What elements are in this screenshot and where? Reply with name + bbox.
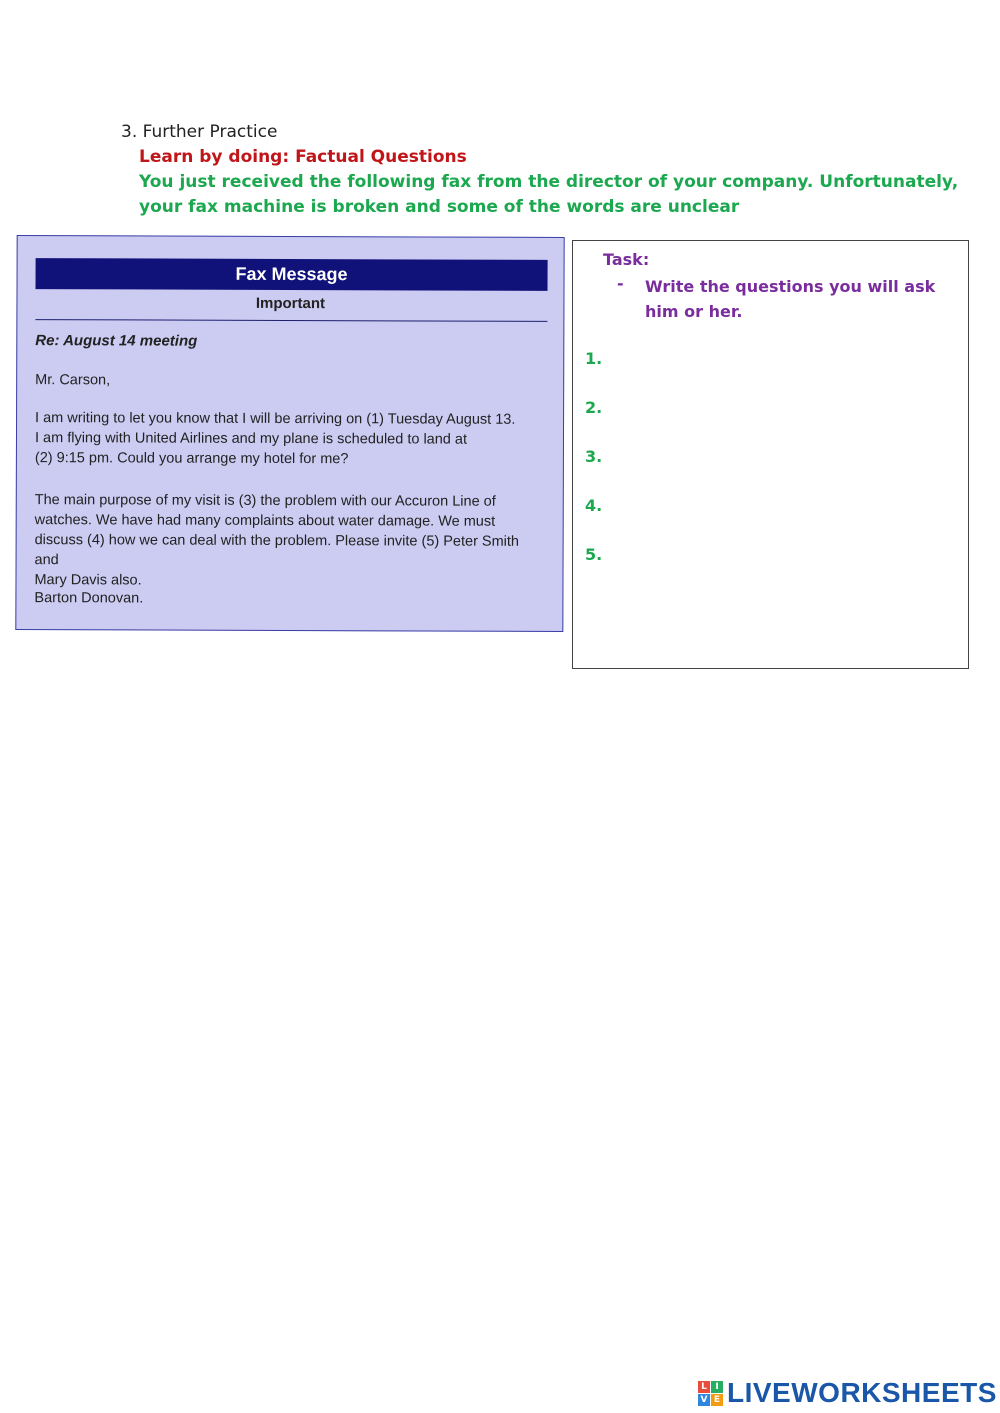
fax-blank-2: 9:15 pm — [56, 450, 110, 467]
fax-priority: Important — [255, 294, 326, 313]
answer-number: 3. — [585, 447, 603, 466]
fax-text: Accuron Line of — [391, 493, 496, 510]
fax-text: also. — [106, 572, 142, 589]
answer-input-5[interactable] — [615, 543, 949, 569]
answer-row-2 — [585, 398, 955, 422]
fax-message-image — [15, 235, 564, 632]
fax-blank-1: Tuesday August 13. — [387, 411, 516, 428]
answer-input-2[interactable] — [615, 396, 949, 422]
answer-number: 5. — [585, 545, 603, 564]
fax-text: I am flying with United Airlines and my plane is scheduled to land at — [34, 430, 468, 448]
answer-input-3[interactable] — [615, 445, 949, 471]
fax-divider — [35, 319, 547, 322]
fax-subject: Re: August 14 meeting — [35, 332, 198, 350]
task-box — [572, 240, 969, 669]
fax-paragraph-1 — [35, 408, 545, 470]
task-label: Task: — [603, 250, 650, 269]
answer-input-1[interactable] — [615, 347, 949, 373]
answer-input-4[interactable] — [615, 494, 949, 520]
logo-letter: L — [698, 1381, 710, 1393]
logo-grid-icon — [698, 1381, 723, 1406]
logo-letter: I — [711, 1381, 723, 1393]
answer-number: 2. — [585, 398, 603, 417]
answer-row-3 — [585, 447, 955, 471]
answer-row-1 — [585, 349, 955, 373]
fax-text: The main purpose of my visit is (3) — [34, 492, 261, 509]
fax-greeting: Mr. Carson, — [35, 372, 111, 389]
fax-paragraph-2 — [34, 490, 544, 592]
task-bullet: - — [617, 274, 624, 293]
answer-number: 4. — [585, 496, 603, 515]
liveworksheets-logo — [698, 1378, 997, 1408]
task-instruction: Write the questions you will ask him or her. — [645, 277, 936, 321]
answer-number: 1. — [585, 349, 603, 368]
section-heading: 3. Further Practice — [121, 122, 278, 142]
logo-letter: E — [711, 1394, 723, 1406]
answer-row-5 — [585, 545, 955, 569]
fax-blank-3: the problem with our — [260, 492, 392, 510]
fax-blank-4: how we can deal with the problem — [108, 532, 328, 550]
fax-text: . Could you arrange my hotel for me? — [109, 450, 349, 468]
logo-letter: V — [698, 1394, 710, 1406]
fax-signature: Barton Donovan. — [34, 590, 144, 607]
fax-blank-5b: Mary Davis — [34, 572, 108, 589]
fax-text: I am writing to let you know that I will be arriving on (1) — [35, 410, 388, 428]
logo-text: LIVEWORKSHEETS — [727, 1377, 997, 1408]
fax-text: watches. We have had many complaints about water damage. We must — [34, 512, 496, 530]
fax-blank-5: Peter Smith and — [34, 533, 520, 569]
instructions-line-2: your fax machine is broken and some of the words are unclear — [139, 197, 740, 217]
fax-text: . Please invite (5) — [327, 533, 444, 550]
instructions-line-1: You just received the following fax from the director of your company. Unfortunately, — [139, 172, 959, 192]
fax-text: (2) — [34, 450, 57, 467]
fax-text: discuss (4) — [34, 532, 109, 549]
section-subtitle: Learn by doing: Factual Questions — [139, 147, 467, 167]
fax-title: Fax Message — [36, 258, 548, 291]
answer-row-4 — [585, 496, 955, 520]
